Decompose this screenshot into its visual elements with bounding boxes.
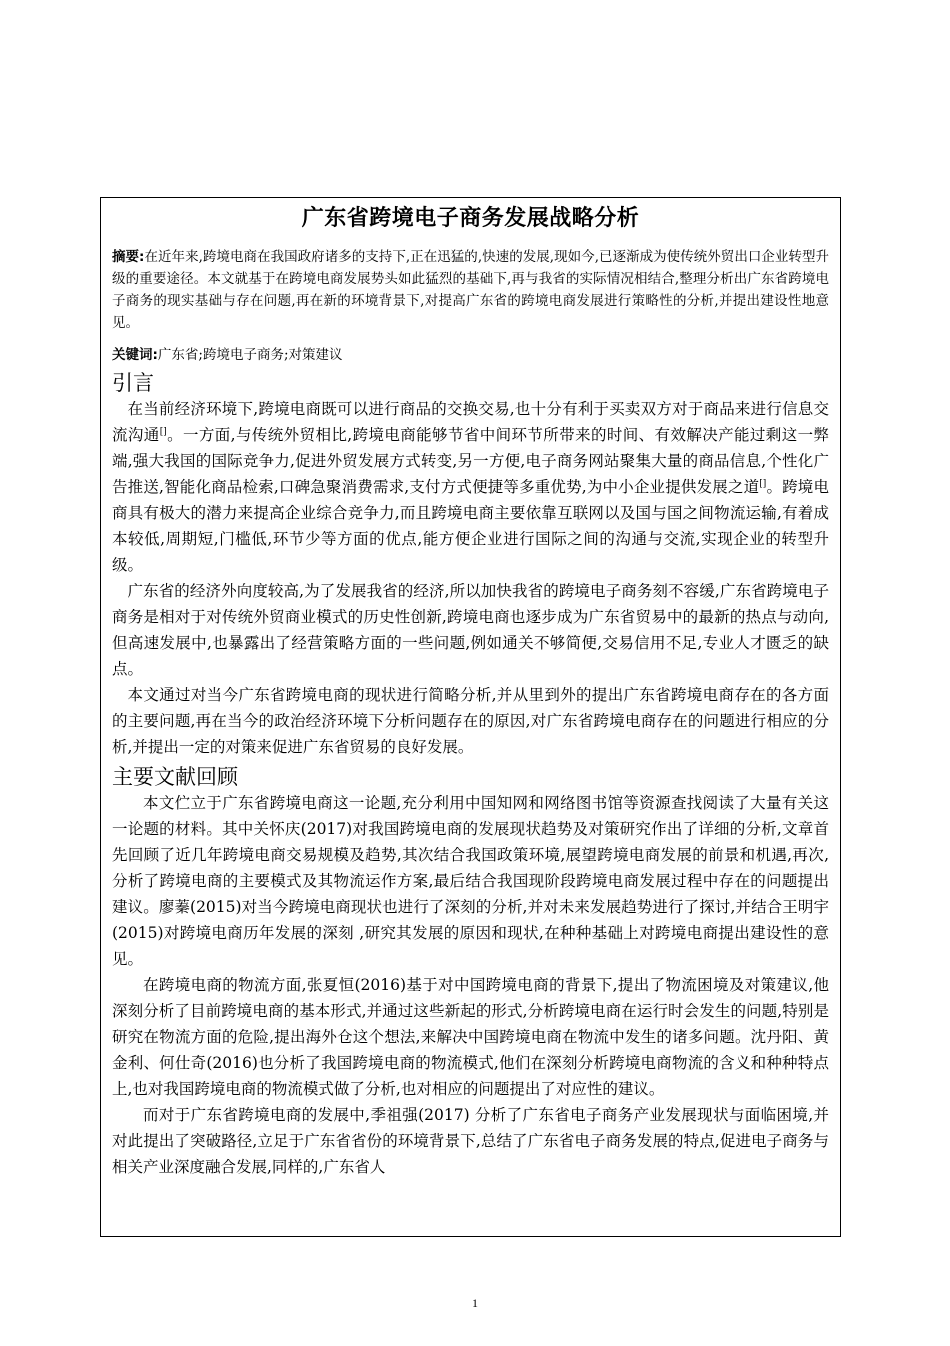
citation-marker: [] (159, 426, 167, 437)
abstract (112, 246, 829, 334)
keywords-label: 关键词: (112, 347, 158, 363)
intro-paragraph-1 (112, 396, 829, 578)
keywords-text: 广东省;跨境电子商务;对策建议 (157, 347, 343, 363)
abstract-text: 在近年来,跨境电商在我国政府诸多的支持下,正在迅猛的,快速的发展,现如今,已逐渐成为使传统外贸出口企业转型升级的重要途径。本文就基于在跨境电商发展势头如此猛烈的基础下,再与我省的实际情况相结合,整理分析出广东省跨境电子商务的现实基础与存在问题,再在新的环境背景下,对提高广东省的跨境电商发展进行策略性的分析,并提出建设性地意见。 (112, 249, 829, 331)
intro-paragraph-3: 本文通过对当今广东省跨境电商的现状进行简略分析,并从里到外的提出广东省跨境电商存在的各方面的主要问题,再在当今的政治经济环境下分析问题存在的原因,对广东省跨境电商存在的问题进行相应的分析,并提出一定的对策来促进广东省贸易的良好发展。 (112, 686, 829, 756)
abstract-label: 摘要: (112, 249, 145, 265)
review-paragraph-2: 在跨境电商的物流方面,张夏恒(2016)基于对中国跨境电商的背景下,提出了物流困境及对策建议,他深刻分析了目前跨境电商的基本形式,并通过这些新起的形式,分析跨境电商在运行时会发生的问题,特别是研究在物流方面的危险,提出海外仓这个想法,来解决中国跨境电商在物流中发生的诸多问题。沈丹阳、黄金利、何仕奇(2016)也分析了我国跨境电商的物流模式,他们在深刻分析跨境电商物流的含义和种种特点上,也对我国跨境电商的物流模式做了分析,也对相应的问题提出了对应性的建议。 (112, 976, 829, 1098)
paper-title: 广东省跨境电子商务发展战略分析 (301, 206, 640, 231)
review-paragraph-3: 而对于广东省跨境电商的发展中,季祖强(2017) 分析了广东省电子商务产业发展现状与面临困境,并对此提出了突破路径,立足于广东省省份的环境背景下,总结了广东省电子商务发展的特点,促进电子商务与相关产业深度融合发展,同样的,广东省人 (112, 1106, 829, 1176)
content-frame (100, 197, 841, 1237)
intro-p1-text-c: 。跨境电商具有极大的潜力来提高企业综合竞争力,而且跨境电商主要依靠互联网以及国与国之间物流运输,有着成本较低,周期短,门槛低,环节少等方面的优点,能方便企业进行国际之间的沟通与交流,实现企业的转型升级。 (112, 478, 829, 574)
intro-p1-text-b: 。一方面,与传统外贸相比,跨境电商能够节省中间环节所带来的时间、有效解决产能过剩这一弊端,强大我国的国际竞争力,促进外贸发展方式转变,另一方便,电子商务网站聚集大量的商品信息,个性化广告推送,智能化商品检索,口碑急聚消费需求,支付方式便捷等多重优势,为中小企业提供发展之道 (112, 426, 829, 496)
review-heading: 主要文献回顾 (112, 765, 238, 789)
intro-heading: 引言 (112, 371, 154, 395)
page-number: 1 (472, 1296, 478, 1310)
citation-marker: [] (759, 478, 767, 489)
intro-p1-text-a: 在当前经济环境下,跨境电商既可以进行商品的交换交易,也十分有利于买卖双方对于商品来进行信息交流沟通 (112, 400, 829, 444)
intro-paragraph-2: 广东省的经济外向度较高,为了发展我省的经济,所以加快我省的跨境电子商务刻不容缓,广东省跨境电子商务是相对于对传统外贸商业模式的历史性创新,跨境电商也逐步成为广东省贸易中的最新的热点与动向,但高速发展中,也暴露出了经营策略方面的一些问题,例如通关不够简便,交易信用不足,专业人才匮乏的缺点。 (112, 582, 829, 678)
review-paragraph-1: 本文伫立于广东省跨境电商这一论题,充分利用中国知网和网络图书馆等资源查找阅读了大量有关这一论题的材料。其中关怀庆(2017)对我国跨境电商的发展现状趋势及对策研究作出了详细的分析,文章首先回顾了近几年跨境电商交易规模及趋势,其次结合我国政策环境,展望跨境电商发展的前景和机遇,再次, 分析了跨境电商的主要模式及其物流运作方案,最后结合我国现阶段跨境电商发展过程中存在的问题提出建议。廖蓁(2015)对当今跨境电商现状也进行了深刻的分析,并对未来发展趋势进行了探讨,并结合王明宇(2015)对跨境电商历年发展的深刻 ,研究其发展的原因和现状,在种种基础上对跨境电商提出建设性的意见。 (112, 794, 829, 968)
keywords (112, 344, 829, 366)
